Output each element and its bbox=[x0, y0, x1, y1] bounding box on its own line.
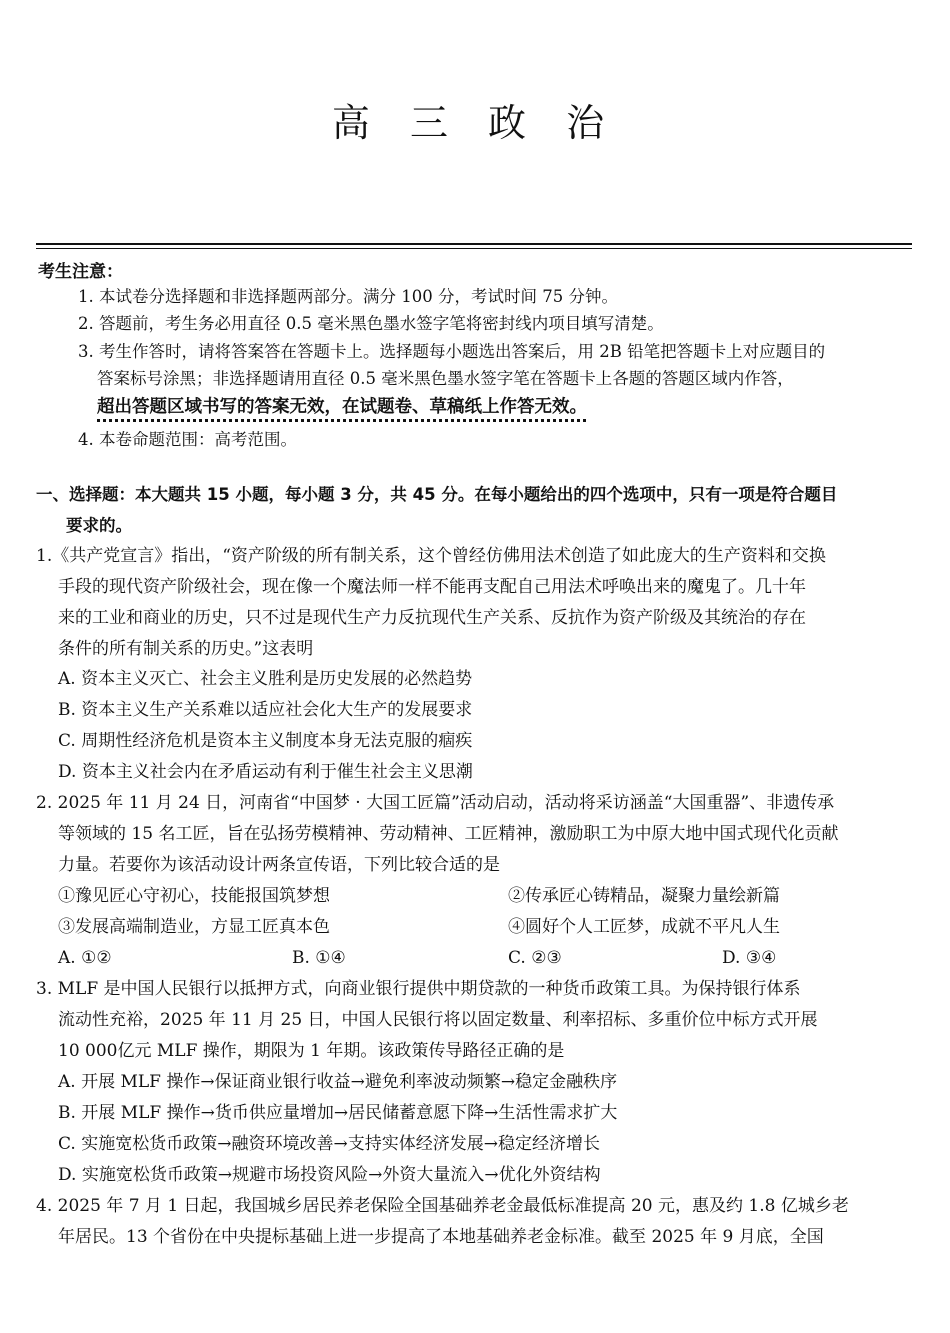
q1-stem-line-1: 1.《共产党宣言》指出，“资产阶级的所有制关系，这个曾经仿佛用法术创造了如此庞大的生产资料和交换 bbox=[36, 546, 826, 566]
section-heading-cont: 要求的。 bbox=[66, 516, 132, 535]
q1-option-c: C. 周期性经济危机是资本主义制度本身无法克服的痼疾 bbox=[58, 731, 473, 751]
q1-option-b: B. 资本主义生产关系难以适应社会化大生产的发展要求 bbox=[58, 700, 473, 720]
notice-item-1: 1. 本试卷分选择题和非选择题两部分。满分 100 分，考试时间 75 分钟。 bbox=[78, 287, 618, 306]
q3-stem-line-2: 流动性充裕，2025 年 11 月 25 日，中国人民银行将以固定数量、利率招标、多重价位中标方式开展 bbox=[58, 1010, 818, 1030]
notice-item-4: 4. 本卷命题范围：高考范围。 bbox=[78, 430, 297, 449]
q2-option-d: D. ③④ bbox=[722, 948, 777, 968]
q3-option-d: D. 实施宽松货币政策→规避市场投资风险→外资大量流入→优化外资结构 bbox=[58, 1165, 601, 1185]
q2-stem-line-1: 2. 2025 年 11 月 24 日，河南省“中国梦 · 大国工匠篇”活动启动，活动将采访涵盖“大国重器”、非遗传承 bbox=[36, 793, 835, 813]
q1-stem-line-4: 条件的所有制关系的历史。”这表明 bbox=[58, 639, 314, 659]
q3-stem-line-1: 3. MLF 是中国人民银行以抵押方式，向商业银行提供中期贷款的一种货币政策工具。为保持银行体系 bbox=[36, 979, 801, 999]
notice-item-3: 3. 考生作答时，请将答案答在答题卡上。选择题每小题选出答案后，用 2B 铅笔把答题卡上对应题目的 bbox=[78, 342, 826, 361]
q2-option-c: C. ②③ bbox=[508, 948, 562, 968]
q2-item-2: ②传承匠心铸精品，凝聚力量绘新篇 bbox=[508, 886, 780, 906]
q3-stem-line-3: 10 000亿元 MLF 操作，期限为 1 年期。该政策传导路径正确的是 bbox=[58, 1041, 565, 1061]
q2-item-3: ③发展高端制造业，方显工匠真本色 bbox=[58, 917, 330, 937]
q1-option-a: A. 资本主义灭亡、社会主义胜利是历史发展的必然趋势 bbox=[58, 669, 473, 689]
q3-option-a: A. 开展 MLF 操作→保证商业银行收益→避免利率波动频繁→稳定金融秩序 bbox=[58, 1072, 618, 1092]
q2-item-1: ①豫见匠心守初心，技能报国筑梦想 bbox=[58, 886, 330, 906]
notice-heading: 考生注意： bbox=[38, 262, 123, 282]
q2-stem-line-3: 力量。若要你为该活动设计两条宣传语，下列比较合适的是 bbox=[58, 855, 500, 875]
notice-item-2: 2. 答题前，考生务必用直径 0.5 毫米黑色墨水签字笔将密封线内项目填写清楚。 bbox=[78, 314, 664, 333]
q4-stem-line-1: 4. 2025 年 7 月 1 日起，我国城乡居民养老保险全国基础养老金最低标准提高 20 元，惠及约 1.8 亿城乡老 bbox=[36, 1196, 849, 1216]
page-title: 高 三 政 治 bbox=[331, 101, 619, 145]
q2-stem-line-2: 等领域的 15 名工匠，旨在弘扬劳模精神、劳动精神、工匠精神，激励职工为中原大地中国式现代化贡献 bbox=[58, 824, 839, 844]
q3-option-c: C. 实施宽松货币政策→融资环境改善→支持实体经济发展→稳定经济增长 bbox=[58, 1134, 600, 1154]
q1-option-d: D. 资本主义社会内在矛盾运动有利于催生社会主义思潮 bbox=[58, 762, 473, 782]
notice-item-3-cont: 答案标号涂黑；非选择题请用直径 0.5 毫米黑色墨水签字笔在答题卡上各题的答题区域内作答， bbox=[97, 369, 794, 388]
header-divider-thin bbox=[36, 248, 912, 249]
q2-option-b: B. ①④ bbox=[292, 948, 346, 968]
q1-stem-line-2: 手段的现代资产阶级社会，现在像一个魔法师一样不能再支配自己用法术呼唤出来的魔鬼了。几十年 bbox=[58, 577, 806, 597]
header-divider bbox=[36, 243, 912, 245]
section-heading: 一、选择题：本大题共 15 小题，每小题 3 分，共 45 分。在每小题给出的四个选项中，只有一项是符合题目 bbox=[36, 485, 838, 504]
q1-stem-line-3: 来的工业和商业的历史，只不过是现代生产力反抗现代生产关系、反抗作为资产阶级及其统治的存在 bbox=[58, 608, 806, 628]
q3-option-b: B. 开展 MLF 操作→货币供应量增加→居民储蓄意愿下降→生活性需求扩大 bbox=[58, 1103, 618, 1123]
notice-emphasis: 超出答题区域书写的答案无效，在试题卷、草稿纸上作答无效。 bbox=[97, 397, 587, 417]
q2-item-4: ④圆好个人工匠梦，成就不平凡人生 bbox=[508, 917, 780, 937]
q4-stem-line-2: 年居民。13 个省份在中央提标基础上进一步提高了本地基础养老金标准。截至 2025 年 9 月底，全国 bbox=[58, 1227, 824, 1247]
q2-option-a: A. ①② bbox=[58, 948, 112, 968]
